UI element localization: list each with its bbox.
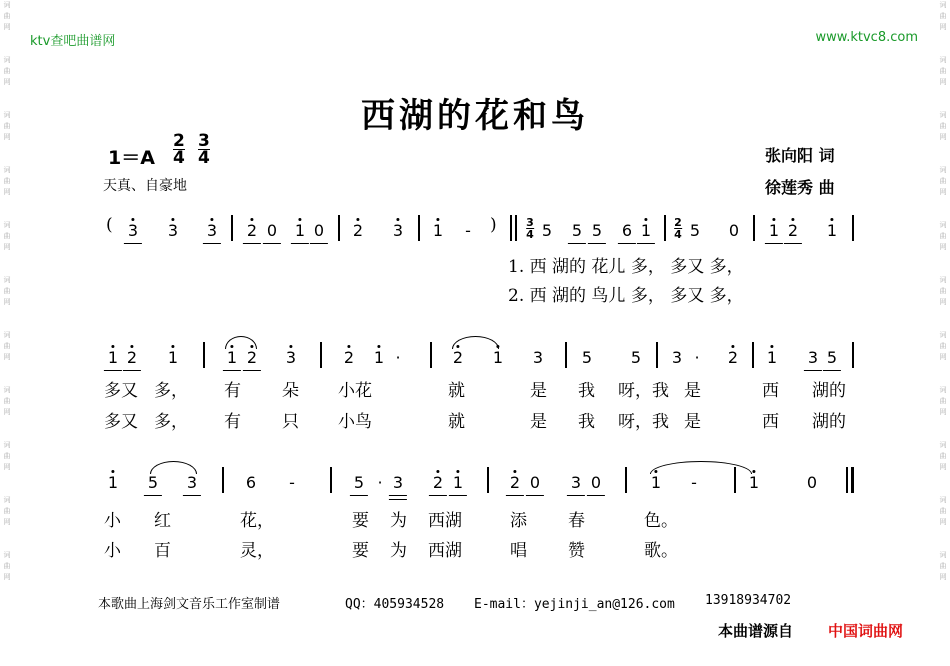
note: 1: [374, 348, 384, 367]
note: 2: [453, 348, 463, 367]
lyric-syllable: 有: [224, 381, 241, 401]
note: ·: [377, 473, 383, 492]
note: 5: [148, 473, 158, 492]
note: 1: [433, 221, 443, 240]
note: 1: [227, 348, 237, 367]
note: 1: [827, 221, 837, 240]
note: 5: [541, 221, 553, 240]
note: 3: [671, 348, 683, 367]
lyric-syllable: 多又: [104, 381, 138, 401]
note: 5: [354, 473, 364, 492]
close-paren: ): [490, 215, 497, 235]
lyric-syllable: 有: [224, 412, 241, 432]
note: 5: [581, 348, 593, 367]
lyric-syllable: 色。: [644, 511, 678, 531]
note: 2: [247, 348, 257, 367]
bar-line: [515, 215, 517, 241]
bar-line: [510, 215, 512, 241]
lyric-syllable: 只: [282, 412, 299, 432]
lyric-syllable: 多，: [154, 412, 188, 432]
source-label: 本曲谱源自: [718, 622, 794, 640]
lyrics-row1-verse2: 2. 西 湖的 鸟儿 多， 多又 多，: [508, 286, 744, 306]
note: 3: [187, 473, 197, 492]
note: 3: [532, 348, 544, 367]
lyric-syllable: 要: [352, 511, 369, 531]
note: 1: [108, 348, 118, 367]
note: 6: [245, 473, 257, 492]
lyric-syllable: 要: [352, 541, 369, 561]
lyric-syllable: 我: [578, 412, 595, 432]
note: 3: [286, 348, 296, 367]
note: 2: [247, 221, 257, 240]
note: 5: [592, 221, 602, 240]
bar-line: [852, 342, 854, 368]
bar-line: [418, 215, 420, 241]
lyric-syllable: 呀，我: [618, 381, 669, 401]
note: 0: [728, 221, 740, 240]
note: -: [465, 221, 471, 240]
note: ·: [395, 348, 401, 367]
note: 1: [493, 348, 503, 367]
note: 5: [630, 348, 642, 367]
bar-line: [330, 467, 332, 493]
bar-line: [664, 215, 666, 241]
bar-line: [565, 342, 567, 368]
note: 2: [510, 473, 520, 492]
note: 2: [127, 348, 137, 367]
lyric-syllable: 为: [390, 511, 407, 531]
lyric-syllable: 灵，: [240, 541, 274, 561]
note: 2: [353, 221, 363, 240]
footer-phone: 13918934702: [705, 593, 792, 608]
bar-line: [734, 467, 736, 493]
note: 0: [806, 473, 818, 492]
note: 0: [267, 221, 277, 240]
lyric-syllable: 就: [448, 412, 465, 432]
note: 1: [168, 348, 178, 367]
note: -: [691, 473, 697, 492]
lyric-syllable: 红: [154, 511, 171, 531]
lyric-syllable: 添: [510, 511, 527, 531]
note: 1: [767, 348, 777, 367]
lyric-syllable: 花，: [240, 511, 274, 531]
inline-time-signature: 2 4: [674, 216, 682, 241]
note: 1: [651, 473, 661, 492]
key-signature: 1＝A: [108, 147, 155, 169]
lyric-syllable: 春: [568, 511, 585, 531]
header-left-site[interactable]: ktv查吧曲谱网: [30, 34, 116, 49]
note: 3: [808, 348, 818, 367]
note: 3: [571, 473, 581, 492]
note: 1: [749, 473, 759, 492]
inline-time-signature: 3 4: [526, 216, 534, 241]
composer: 徐莲秀 曲: [765, 178, 835, 197]
note: 6: [622, 221, 632, 240]
lyricist: 张向阳 词: [765, 146, 835, 165]
note: 2: [344, 348, 354, 367]
note: 2: [728, 348, 738, 367]
note: 1: [108, 473, 118, 492]
note: 1: [641, 221, 651, 240]
lyric-syllable: 多又: [104, 412, 138, 432]
page-title: 西湖的花和鸟: [361, 96, 589, 136]
note: 3: [168, 221, 178, 240]
time-signature-2: 3 4: [198, 131, 210, 168]
footer-studio: 本歌曲上海剑文音乐工作室制谱: [98, 597, 281, 612]
time-signature-1: 2 4: [173, 131, 185, 168]
lyric-syllable: 湖的: [812, 412, 846, 432]
tie-slur: [650, 461, 752, 474]
expression-marking: 天真、自豪地: [103, 178, 187, 194]
lyric-syllable: 百: [154, 541, 171, 561]
note: -: [289, 473, 295, 492]
lyric-syllable: 赞: [568, 541, 585, 561]
lyric-syllable: 为: [390, 541, 407, 561]
bar-line: [430, 342, 432, 368]
footer-email[interactable]: E-mail：yejinji_an@126.com: [474, 597, 675, 612]
note: 3: [393, 221, 403, 240]
bar-line: [752, 342, 754, 368]
lyrics-row1-verse1: 1. 西 湖的 花儿 多， 多又 多，: [508, 257, 744, 277]
lyric-syllable: 是: [530, 381, 547, 401]
note: 5: [827, 348, 837, 367]
lyric-syllable: 小: [104, 541, 121, 561]
lyric-syllable: 歌。: [644, 541, 678, 561]
lyric-syllable: 就: [448, 381, 465, 401]
lyric-syllable: 湖的: [812, 381, 846, 401]
bar-line: [656, 342, 658, 368]
lyric-syllable: 朵: [282, 381, 299, 401]
note: 3: [207, 221, 217, 240]
lyric-syllable: 多，: [154, 381, 188, 401]
source-site-link[interactable]: 中国词曲网: [828, 622, 904, 640]
bar-line: [852, 215, 854, 241]
bar-line: [320, 342, 322, 368]
note: 1: [453, 473, 463, 492]
bar-line: [487, 467, 489, 493]
bar-line: [846, 467, 848, 493]
open-paren: (: [106, 215, 113, 235]
staff-row-1: [0, 215, 950, 245]
right-watermark: 词 曲 网 词 曲 网 词 曲 网 词 曲 网 词 曲 网 词 曲 网 词 曲 网 词 曲 网 词 曲 网 词 曲 网 词 曲 网: [939, 1, 947, 581]
note: ·: [694, 348, 700, 367]
note: 5: [572, 221, 582, 240]
lyric-syllable: 是: [684, 412, 701, 432]
bar-line: [851, 467, 854, 493]
bar-line: [231, 215, 233, 241]
header-right-site[interactable]: www.ktvc8.com: [815, 30, 918, 45]
lyrics-row3-verse2: [0, 536, 950, 560]
staff-row-3: [0, 467, 950, 497]
lyric-syllable: 西: [762, 412, 779, 432]
lyric-syllable: 西: [762, 381, 779, 401]
note: 0: [530, 473, 540, 492]
lyric-syllable: 是: [530, 412, 547, 432]
note: 1: [295, 221, 305, 240]
lyric-syllable: 西湖: [428, 511, 462, 531]
bar-line: [753, 215, 755, 241]
note: 0: [314, 221, 324, 240]
bar-line: [222, 467, 224, 493]
bar-line: [625, 467, 627, 493]
lyric-syllable: 小花: [338, 381, 372, 401]
left-watermark: 词 曲 网 词 曲 网 词 曲 网 词 曲 网 词 曲 网 词 曲 网 词 曲 网 词 曲 网 词 曲 网 词 曲 网 词 曲 网: [3, 1, 11, 581]
note: 2: [788, 221, 798, 240]
note: 3: [128, 221, 138, 240]
lyric-syllable: 呀，我: [618, 412, 669, 432]
lyric-syllable: 小: [104, 511, 121, 531]
staff-row-2: [0, 342, 950, 372]
lyric-syllable: 唱: [510, 541, 527, 561]
lyric-syllable: 小鸟: [338, 412, 372, 432]
lyrics-row3-verse1: [0, 506, 950, 530]
lyrics-row2-verse1: [0, 376, 950, 400]
lyric-syllable: 是: [684, 381, 701, 401]
note: 5: [689, 221, 701, 240]
lyric-syllable: 西湖: [428, 541, 462, 561]
note: 3: [393, 473, 403, 492]
bar-line: [203, 342, 205, 368]
note: 2: [433, 473, 443, 492]
footer-qq: QQ：405934528: [345, 597, 445, 612]
lyrics-row2-verse2: [0, 407, 950, 431]
note: 1: [769, 221, 779, 240]
note: 0: [591, 473, 601, 492]
bar-line: [338, 215, 340, 241]
lyric-syllable: 我: [578, 381, 595, 401]
